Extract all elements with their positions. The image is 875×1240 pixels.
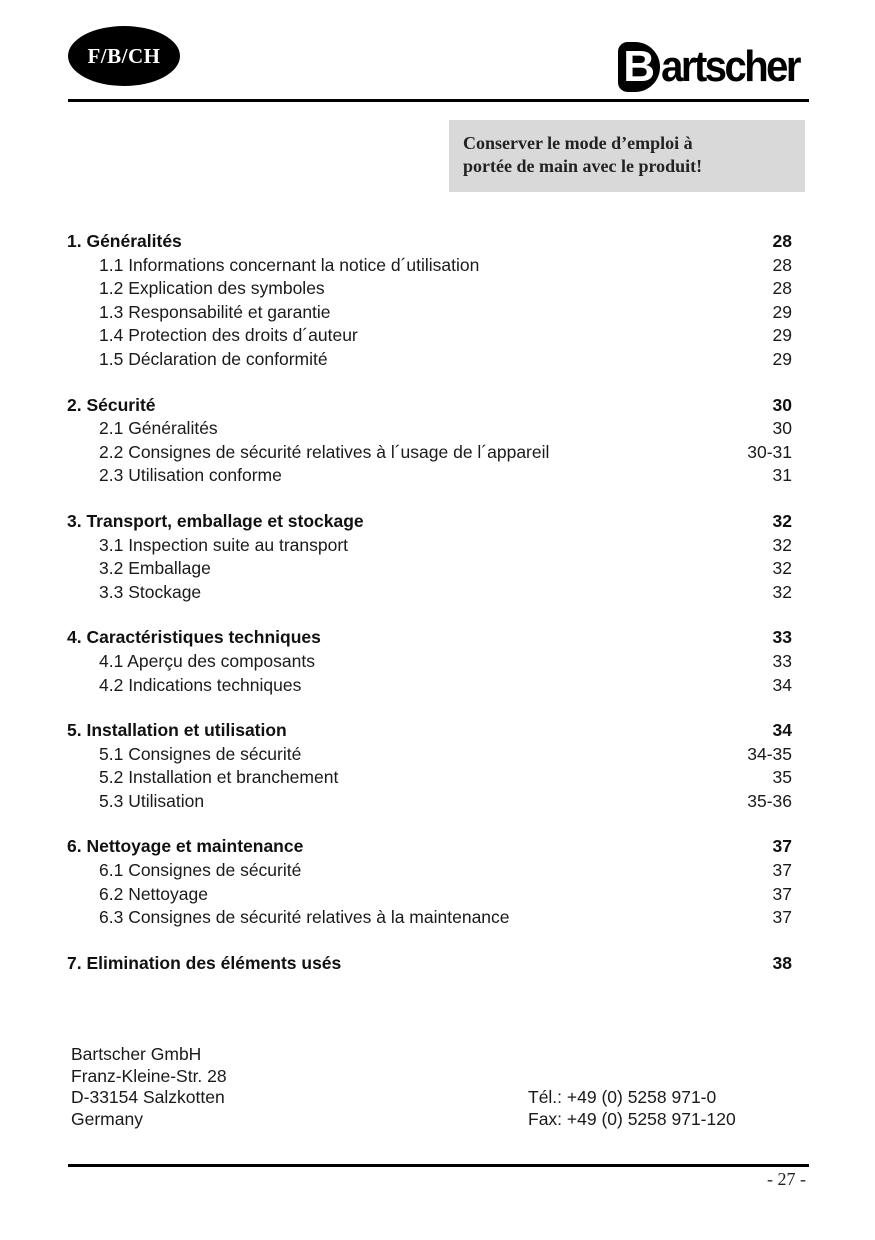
toc-entry xyxy=(67,277,792,301)
toc-entry-page: 29 xyxy=(772,325,792,346)
toc-entry-title: 1.5 Déclaration de conformité xyxy=(99,348,328,369)
toc-heading xyxy=(67,719,792,743)
address-city: D-33154 Salzkotten xyxy=(71,1087,225,1107)
toc-heading-title: 1. Généralités xyxy=(67,231,182,251)
page-number: - 27 - xyxy=(767,1169,806,1189)
toc-heading-title: 3. Transport, emballage et stockage xyxy=(67,510,364,531)
toc-entry xyxy=(67,324,792,348)
toc-entry-title: 2.2 Consignes de sécurité relatives à l´usage de l´appareil xyxy=(99,441,550,462)
toc-heading-page: 33 xyxy=(772,627,792,648)
toc-entry-page: 34-35 xyxy=(747,743,792,764)
notice-line-2: portée de main avec le produit! xyxy=(463,156,703,176)
toc-heading-page: 34 xyxy=(772,720,792,741)
toc-heading-title: 6. Nettoyage et maintenance xyxy=(67,836,304,857)
toc-entry-title: 1.2 Explication des symboles xyxy=(99,278,325,299)
toc-heading-page: 28 xyxy=(772,231,792,251)
contact-fax: Fax: +49 (0) 5258 971-120 xyxy=(528,1108,736,1129)
company-contact xyxy=(528,1087,736,1130)
toc-entry-page: 32 xyxy=(772,534,792,555)
toc-entry-page: 33 xyxy=(772,650,792,671)
toc-entry xyxy=(67,883,792,907)
toc-section xyxy=(67,719,792,813)
toc-entry-title: 5.1 Consignes de sécurité xyxy=(99,743,302,764)
toc-entry xyxy=(67,417,792,441)
toc-entry-title: 2.3 Utilisation conforme xyxy=(99,465,282,486)
toc-heading-title: 2. Sécurité xyxy=(67,394,156,415)
toc-section xyxy=(67,626,792,697)
toc-entry-page: 29 xyxy=(772,301,792,322)
brand-name: artscher xyxy=(661,42,799,91)
toc-entry xyxy=(67,859,792,883)
toc-entry-page: 37 xyxy=(772,860,792,881)
toc-heading-page: 30 xyxy=(772,394,792,415)
toc-entry xyxy=(67,906,792,930)
toc-entry-title: 4.2 Indications techniques xyxy=(99,674,302,695)
toc-entry xyxy=(67,441,792,465)
toc-entry-title: 6.2 Nettoyage xyxy=(99,883,208,904)
toc-entry xyxy=(67,254,792,278)
toc-heading-page: 38 xyxy=(772,952,792,973)
toc-section xyxy=(67,230,792,372)
toc-heading-title: 4. Caractéristiques techniques xyxy=(67,627,321,648)
toc-entry xyxy=(67,301,792,325)
toc-entry-title: 1.4 Protection des droits d´auteur xyxy=(99,325,358,346)
toc-entry-page: 35-36 xyxy=(747,790,792,811)
toc-entry-page: 32 xyxy=(772,558,792,579)
company-address xyxy=(71,1044,227,1130)
toc-entry xyxy=(67,581,792,605)
address-company: Bartscher GmbH xyxy=(71,1044,202,1064)
toc-heading xyxy=(67,952,792,976)
toc-section xyxy=(67,510,792,604)
toc-entry xyxy=(67,557,792,581)
toc-entry-page: 28 xyxy=(772,254,792,275)
address-street: Franz-Kleine-Str. 28 xyxy=(71,1065,227,1086)
language-badge: F/B/CH xyxy=(68,26,180,86)
toc-entry-title: 6.3 Consignes de sécurité relatives à la maintenance xyxy=(99,907,510,928)
toc-section xyxy=(67,952,792,976)
toc-entry-title: 5.2 Installation et branchement xyxy=(99,767,339,788)
toc-entry-title: 3.3 Stockage xyxy=(99,581,202,602)
toc-entry xyxy=(67,464,792,488)
toc-heading xyxy=(67,230,792,254)
toc-entry xyxy=(67,766,792,790)
toc-heading xyxy=(67,835,792,859)
toc-heading xyxy=(67,510,792,534)
header-divider xyxy=(68,99,809,102)
toc-entry-page: 30-31 xyxy=(747,441,792,462)
toc-section xyxy=(67,394,792,488)
toc-entry-page: 30 xyxy=(772,418,792,439)
toc-entry xyxy=(67,743,792,767)
brand-initial: B xyxy=(618,42,660,92)
notice-line-1: Conserver le mode d’emploi à xyxy=(463,133,693,153)
toc-entry-page: 32 xyxy=(772,581,792,602)
bartscher-logo xyxy=(618,40,799,94)
toc-entry xyxy=(67,348,792,372)
address-country: Germany xyxy=(71,1108,143,1129)
toc-heading-page: 32 xyxy=(772,510,792,531)
contact-phone: Tél.: +49 (0) 5258 971-0 xyxy=(528,1087,717,1107)
notice-box xyxy=(449,120,805,192)
toc-entry-title: 3.1 Inspection suite au transport xyxy=(99,534,349,555)
footer-divider xyxy=(68,1164,809,1167)
toc-heading-page: 37 xyxy=(772,836,792,857)
toc-entry-title: 6.1 Consignes de sécurité xyxy=(99,860,302,881)
toc-entry xyxy=(67,650,792,674)
toc-section xyxy=(67,835,792,929)
toc-entry-page: 34 xyxy=(772,674,792,695)
toc-entry-title: 2.1 Généralités xyxy=(99,418,218,439)
toc-entry-page: 37 xyxy=(772,883,792,904)
toc-entry-title: 1.1 Informations concernant la notice d´utilisation xyxy=(99,254,480,275)
toc-heading-title: 7. Elimination des éléments usés xyxy=(67,952,342,973)
toc-entry-title: 3.2 Emballage xyxy=(99,558,211,579)
table-of-contents xyxy=(67,230,792,997)
toc-entry-title: 4.1 Aperçu des composants xyxy=(99,650,315,671)
toc-entry-title: 1.3 Responsabilité et garantie xyxy=(99,301,331,322)
toc-entry-title: 5.3 Utilisation xyxy=(99,790,205,811)
toc-heading xyxy=(67,394,792,418)
toc-entry-page: 31 xyxy=(772,465,792,486)
toc-entry xyxy=(67,790,792,814)
toc-entry-page: 35 xyxy=(772,767,792,788)
toc-entry-page: 29 xyxy=(772,348,792,369)
toc-entry-page: 37 xyxy=(772,907,792,928)
toc-entry xyxy=(67,674,792,698)
toc-entry-page: 28 xyxy=(772,278,792,299)
toc-heading-title: 5. Installation et utilisation xyxy=(67,720,287,741)
toc-entry xyxy=(67,534,792,558)
toc-heading xyxy=(67,626,792,650)
